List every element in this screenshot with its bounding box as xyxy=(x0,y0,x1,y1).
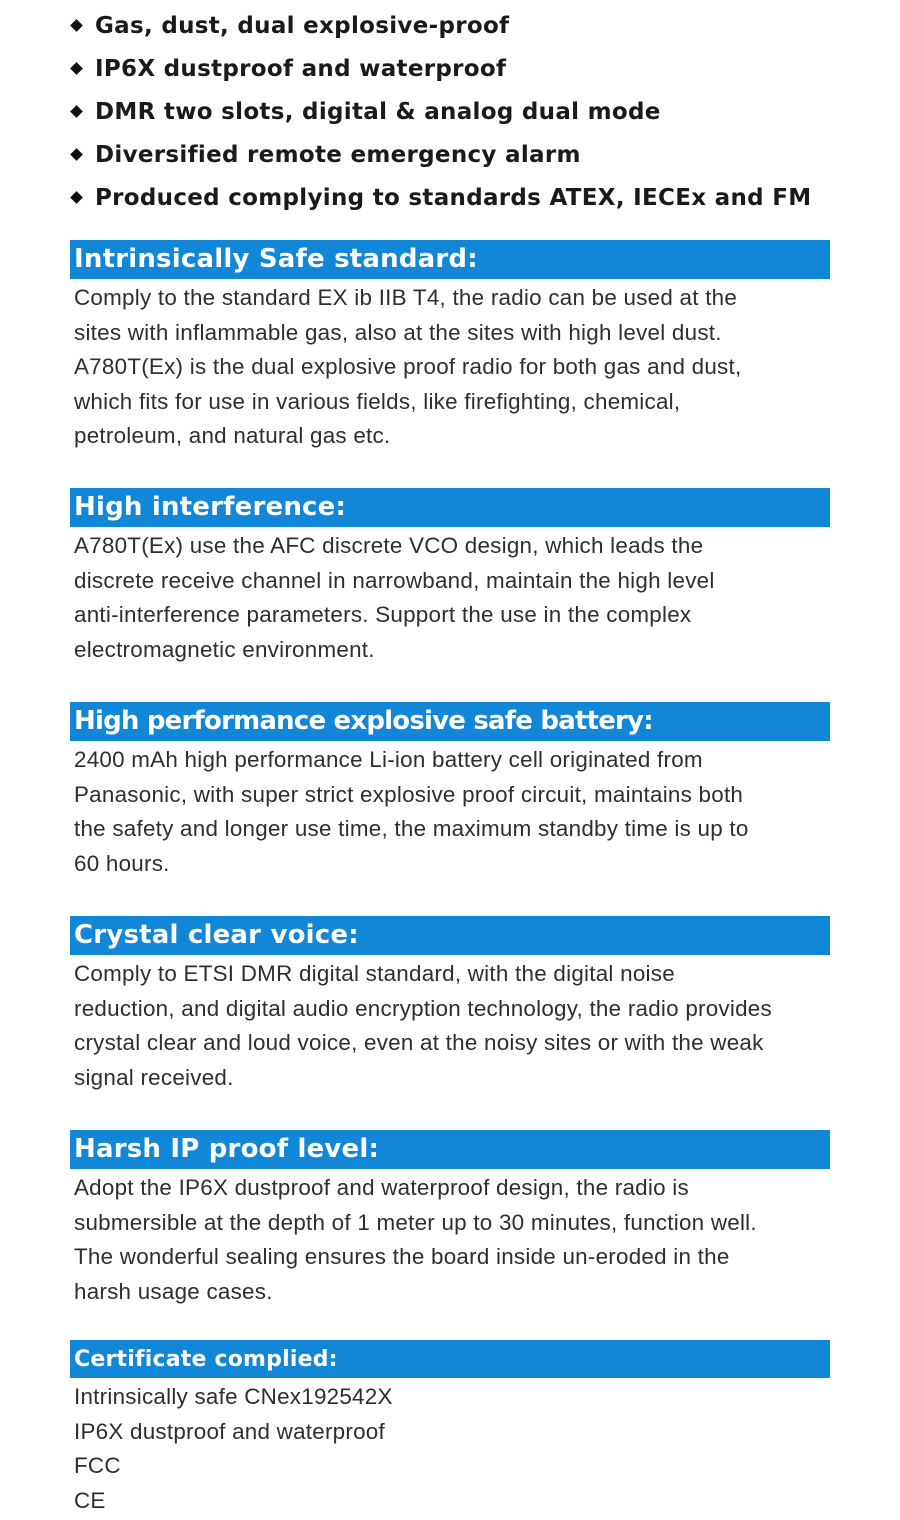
feature-item xyxy=(68,176,811,219)
section-battery xyxy=(70,702,830,881)
body-line: crystal clear and loud voice, even at the noisy sites or with the weak xyxy=(74,1030,764,1056)
section-header: Intrinsically Safe standard: xyxy=(70,240,830,279)
feature-item xyxy=(68,133,811,176)
body-line: petroleum, and natural gas etc. xyxy=(74,423,391,449)
section-body xyxy=(74,1171,864,1309)
diamond-bullet-icon xyxy=(70,19,83,32)
section-header: Certificate complied: xyxy=(70,1340,830,1378)
body-line: The wonderful sealing ensures the board inside un-eroded in the xyxy=(74,1244,730,1270)
section-body xyxy=(74,529,864,667)
section-body xyxy=(74,1380,864,1518)
body-line: Comply to the standard EX ib IIB T4, the radio can be used at the xyxy=(74,285,738,310)
body-line: submersible at the depth of 1 meter up to 30 minutes, function well. xyxy=(74,1209,757,1235)
feature-list xyxy=(68,4,811,219)
body-line: 2400 mAh high performance Li-ion battery cell originated from xyxy=(74,747,703,772)
body-line: 60 hours. xyxy=(74,850,170,876)
section-body xyxy=(74,957,864,1095)
section-header: Crystal clear voice: xyxy=(70,916,830,955)
feature-item xyxy=(68,4,811,47)
body-line: Comply to ETSI DMR digital standard, with the digital noise xyxy=(74,961,675,986)
feature-text: Gas, dust, dual explosive-proof xyxy=(95,12,510,39)
section-intrinsically-safe xyxy=(70,240,830,454)
feature-text: DMR two slots, digital & analog dual mode xyxy=(95,98,661,125)
diamond-bullet-icon xyxy=(70,105,83,118)
body-line: harsh usage cases. xyxy=(74,1278,273,1304)
feature-text: Diversified remote emergency alarm xyxy=(95,141,581,168)
feature-text: Produced complying to standards ATEX, IECEx and FM xyxy=(95,184,812,211)
body-line: A780T(Ex) is the dual explosive proof radio for both gas and dust, xyxy=(74,354,742,380)
body-line: sites with inflammable gas, also at the sites with high level dust. xyxy=(74,319,722,345)
body-line: Intrinsically safe CNex192542X xyxy=(74,1384,393,1409)
body-line: the safety and longer use time, the maximum standby time is up to xyxy=(74,816,749,842)
feature-item xyxy=(68,47,811,90)
diamond-bullet-icon xyxy=(70,148,83,161)
body-line: A780T(Ex) use the AFC discrete VCO design, which leads the xyxy=(74,533,704,558)
section-body xyxy=(74,743,864,881)
body-line: Panasonic, with super strict explosive proof circuit, maintains both xyxy=(74,781,744,807)
body-line: signal received. xyxy=(74,1064,234,1090)
diamond-bullet-icon xyxy=(70,62,83,75)
feature-item xyxy=(68,90,811,133)
body-line: electromagnetic environment. xyxy=(74,636,375,662)
body-line: reduction, and digital audio encryption technology, the radio provides xyxy=(74,995,772,1021)
body-line: anti-interference parameters. Support the use in the complex xyxy=(74,602,692,628)
body-line: CE xyxy=(74,1487,106,1513)
body-line: which fits for use in various fields, like firefighting, chemical, xyxy=(74,388,681,414)
section-certificates xyxy=(70,1340,830,1518)
body-line: IP6X dustproof and waterproof xyxy=(74,1418,385,1444)
body-line: FCC xyxy=(74,1453,121,1479)
body-line: Adopt the IP6X dustproof and waterproof design, the radio is xyxy=(74,1175,689,1200)
section-ip-proof xyxy=(70,1130,830,1309)
section-header: High interference: xyxy=(70,488,830,527)
section-body xyxy=(74,281,864,454)
section-crystal-clear-voice xyxy=(70,916,830,1095)
body-line: discrete receive channel in narrowband, maintain the high level xyxy=(74,567,715,593)
section-header: High performance explosive safe battery: xyxy=(70,702,830,741)
feature-text: IP6X dustproof and waterproof xyxy=(95,55,507,82)
section-high-interference xyxy=(70,488,830,667)
diamond-bullet-icon xyxy=(70,191,83,204)
section-header: Harsh IP proof level: xyxy=(70,1130,830,1169)
